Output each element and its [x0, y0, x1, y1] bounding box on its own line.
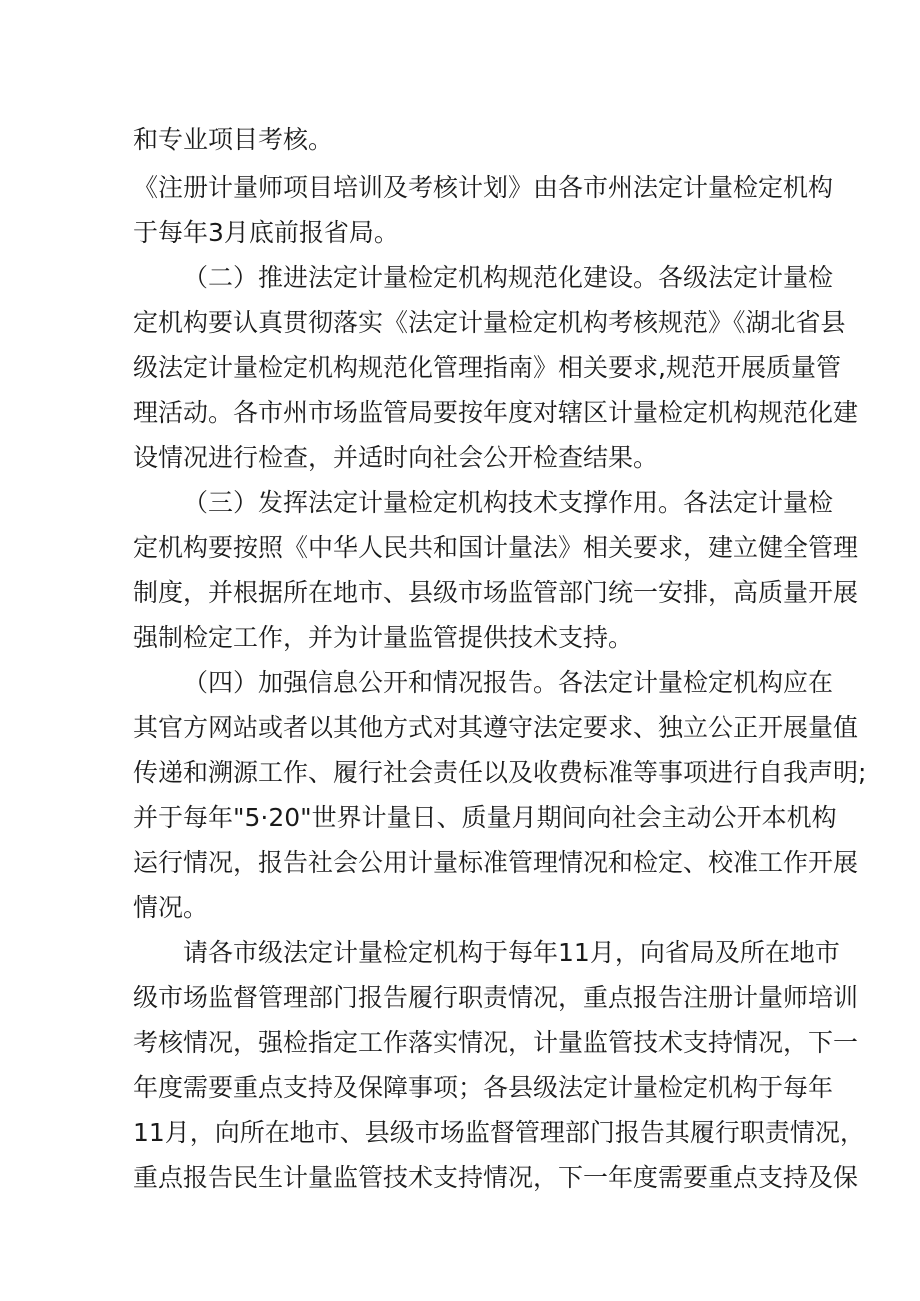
text-line: 于每年3月底前报省局。 [133, 218, 399, 247]
text-line: 级法定计量检定机构规范化管理指南》相关要求,规范开展质量管 [133, 353, 841, 382]
text-line: 《注册计量师项目培训及考核计划》由各市州法定计量检定机构 [133, 173, 834, 202]
text-line: 重点报告民生计量监管技术支持情况，下一年度需要重点支持及保 [133, 1163, 859, 1192]
text-line: 并于每年"5·20"世界计量日、质量月期间向社会主动公开本机构 [133, 803, 837, 832]
text-line: 年度需要重点支持及保障事项；各县级法定计量检定机构于每年 [133, 1073, 834, 1102]
text-line: 制度，并根据所在地市、县级市场监管部门统一安排，高质量开展 [133, 578, 859, 607]
text-line: 考核情况，强检指定工作落实情况，计量监管技术支持情况，下一 [133, 1028, 859, 1057]
text-line: 和专业项目考核。 [133, 125, 334, 154]
section-heading-line: （二）推进法定计量检定机构规范化建设。各级法定计量检 [183, 263, 834, 292]
text-line: 11月，向所在地市、县级市场监督管理部门报告其履行职责情况， [133, 1118, 865, 1147]
text-line: 理活动。各市州市场监管局要按年度对辖区计量检定机构规范化建 [133, 398, 859, 427]
section-heading-line: （三）发挥法定计量检定机构技术支撑作用。各法定计量检 [183, 488, 834, 517]
paragraph-start-line: 请各市级法定计量检定机构于每年11月，向省局及所在地市 [183, 938, 840, 967]
text-line: 级市场监督管理部门报告履行职责情况，重点报告注册计量师培训 [133, 983, 859, 1012]
text-line: 情况。 [133, 893, 209, 922]
text-line: 其官方网站或者以其他方式对其遵守法定要求、独立公正开展量值 [133, 713, 859, 742]
text-line: 强制检定工作，并为计量监管提供技术支持。 [133, 623, 634, 652]
text-line: 设情况进行检查，并适时向社会公开检查结果。 [133, 443, 659, 472]
text-line: 运行情况，报告社会公用计量标准管理情况和检定、校准工作开展 [133, 848, 859, 877]
section-heading-line: （四）加强信息公开和情况报告。各法定计量检定机构应在 [183, 668, 834, 697]
text-line: 定机构要认真贯彻落实《法定计量检定机构考核规范》《湖北省县 [133, 308, 846, 337]
text-line: 定机构要按照《中华人民共和国计量法》相关要求，建立健全管理 [133, 533, 859, 562]
text-line: 传递和溯源工作、履行社会责任以及收费标准等事项进行自我声明; [133, 758, 867, 787]
